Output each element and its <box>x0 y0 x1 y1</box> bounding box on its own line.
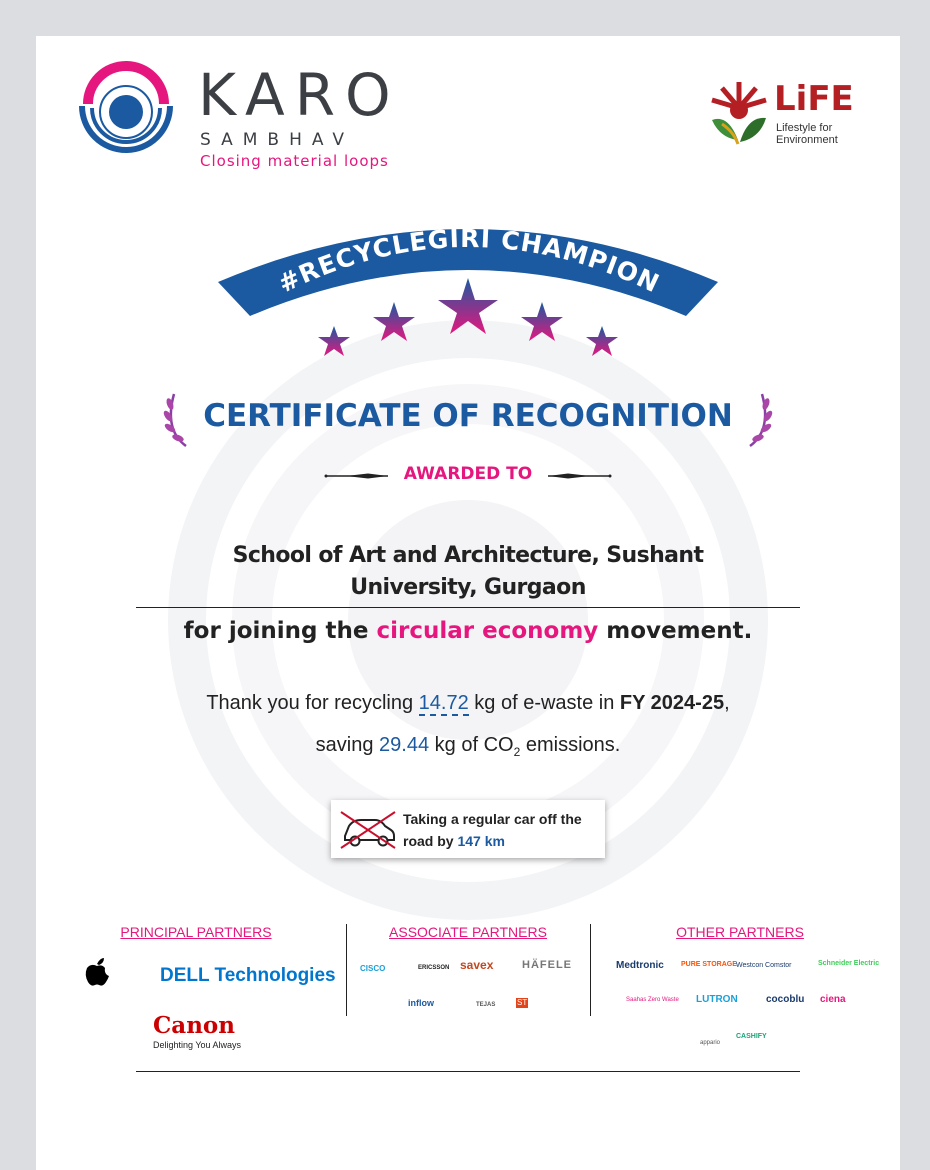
thanks-line <box>36 692 900 715</box>
saving-line <box>36 734 900 759</box>
thanks-post: , <box>724 692 730 714</box>
ewaste-kg-value: 14.72 <box>418 692 469 714</box>
ornament-rule-right <box>546 472 612 480</box>
star-icon <box>521 302 563 341</box>
ciena-logo: ciena <box>820 994 846 1005</box>
recipient-name: School of Art and Architecture, Sushant University, Gurgaon <box>232 543 704 600</box>
apple-logo-icon <box>84 955 110 987</box>
cashify-logo: CASHIFY <box>736 1033 767 1040</box>
brand-sub: SAMBHAV <box>200 130 355 150</box>
car-equivalence-text <box>403 808 603 852</box>
tejas-logo: TEJAS <box>476 1002 496 1008</box>
banner-text: #RECYCLEGIRI CHAMPION <box>273 223 665 299</box>
movement-pre: for joining the <box>183 618 377 644</box>
star-icon <box>318 326 350 356</box>
karo-sambhav-logo <box>76 54 406 170</box>
other-partners-heading: OTHER PARTNERS <box>676 924 804 940</box>
life-logo <box>708 80 858 150</box>
principal-partners-heading: PRINCIPAL PARTNERS <box>120 924 272 940</box>
hafele-logo: HÄFELE <box>522 959 572 971</box>
saahas-logo: Saahas Zero Waste <box>626 997 679 1003</box>
life-sub: Lifestyle for Environment <box>776 122 838 146</box>
car-equivalence-box <box>331 800 605 858</box>
medtronic-logo: Medtronic <box>616 960 664 971</box>
certificate-sheet <box>36 36 900 1170</box>
champion-banner <box>216 206 720 366</box>
movement-line <box>36 618 900 644</box>
brand-name: KARO <box>198 61 401 129</box>
inflow-logo: inflow <box>408 998 434 1008</box>
st-logo: ST <box>517 998 528 1007</box>
cocoblu-logo: cocoblu <box>766 994 805 1005</box>
karo-sambhav-emblem-icon <box>76 54 176 158</box>
awarded-to-label: AWARDED TO <box>403 464 533 484</box>
footer-rule <box>136 1071 800 1072</box>
movement-highlight: circular economy <box>376 618 599 644</box>
saving-post: emissions. <box>520 734 621 756</box>
co2-kg-value: 29.44 <box>379 734 430 756</box>
pure-storage-logo: PURE STORAGE <box>681 961 737 968</box>
car-text: Taking a regular car off the road by <box>403 811 582 849</box>
apparic-logo: appario <box>700 1040 721 1046</box>
star-icon <box>373 302 415 341</box>
thanks-mid: kg of e-waste in <box>468 692 620 714</box>
brand-tagline: Closing material loops <box>200 152 389 170</box>
car-km-value: 147 km <box>457 833 505 849</box>
ericsson-logo: ERICSSON <box>418 965 450 971</box>
canon-logo: Canon <box>153 1012 235 1039</box>
life-name: LiFE <box>774 79 854 119</box>
recipient-underline <box>136 607 800 608</box>
saving-pre: saving <box>315 734 380 756</box>
certificate-title: CERTIFICATE OF RECOGNITION <box>203 398 733 434</box>
lutron-logo: LUTRON <box>696 994 738 1005</box>
partner-separator <box>346 924 347 1016</box>
saving-mid: kg of CO <box>429 734 514 756</box>
fiscal-year: FY 2024-25 <box>619 692 725 714</box>
partner-separator <box>590 924 591 1016</box>
schneider-logo: Schneider Electric <box>818 960 880 967</box>
savex-logo: savex <box>460 958 494 972</box>
movement-post: movement. <box>598 618 753 644</box>
saving-sub: 2 <box>513 745 521 759</box>
life-sun-leaf-icon <box>708 80 770 148</box>
laurel-right-icon <box>744 392 776 448</box>
westcon-logo: Westcon Comstor <box>736 962 792 969</box>
dell-logo: DELL Technologies <box>160 965 336 986</box>
thanks-pre: Thank you for recycling <box>206 692 419 714</box>
canon-tagline: Delighting You Always <box>153 1040 242 1050</box>
no-car-icon <box>339 808 397 850</box>
associate-partners-heading: ASSOCIATE PARTNERS <box>389 924 547 940</box>
star-icon <box>586 326 618 356</box>
cisco-logo: CISCO <box>360 964 386 973</box>
star-icon <box>438 278 498 334</box>
